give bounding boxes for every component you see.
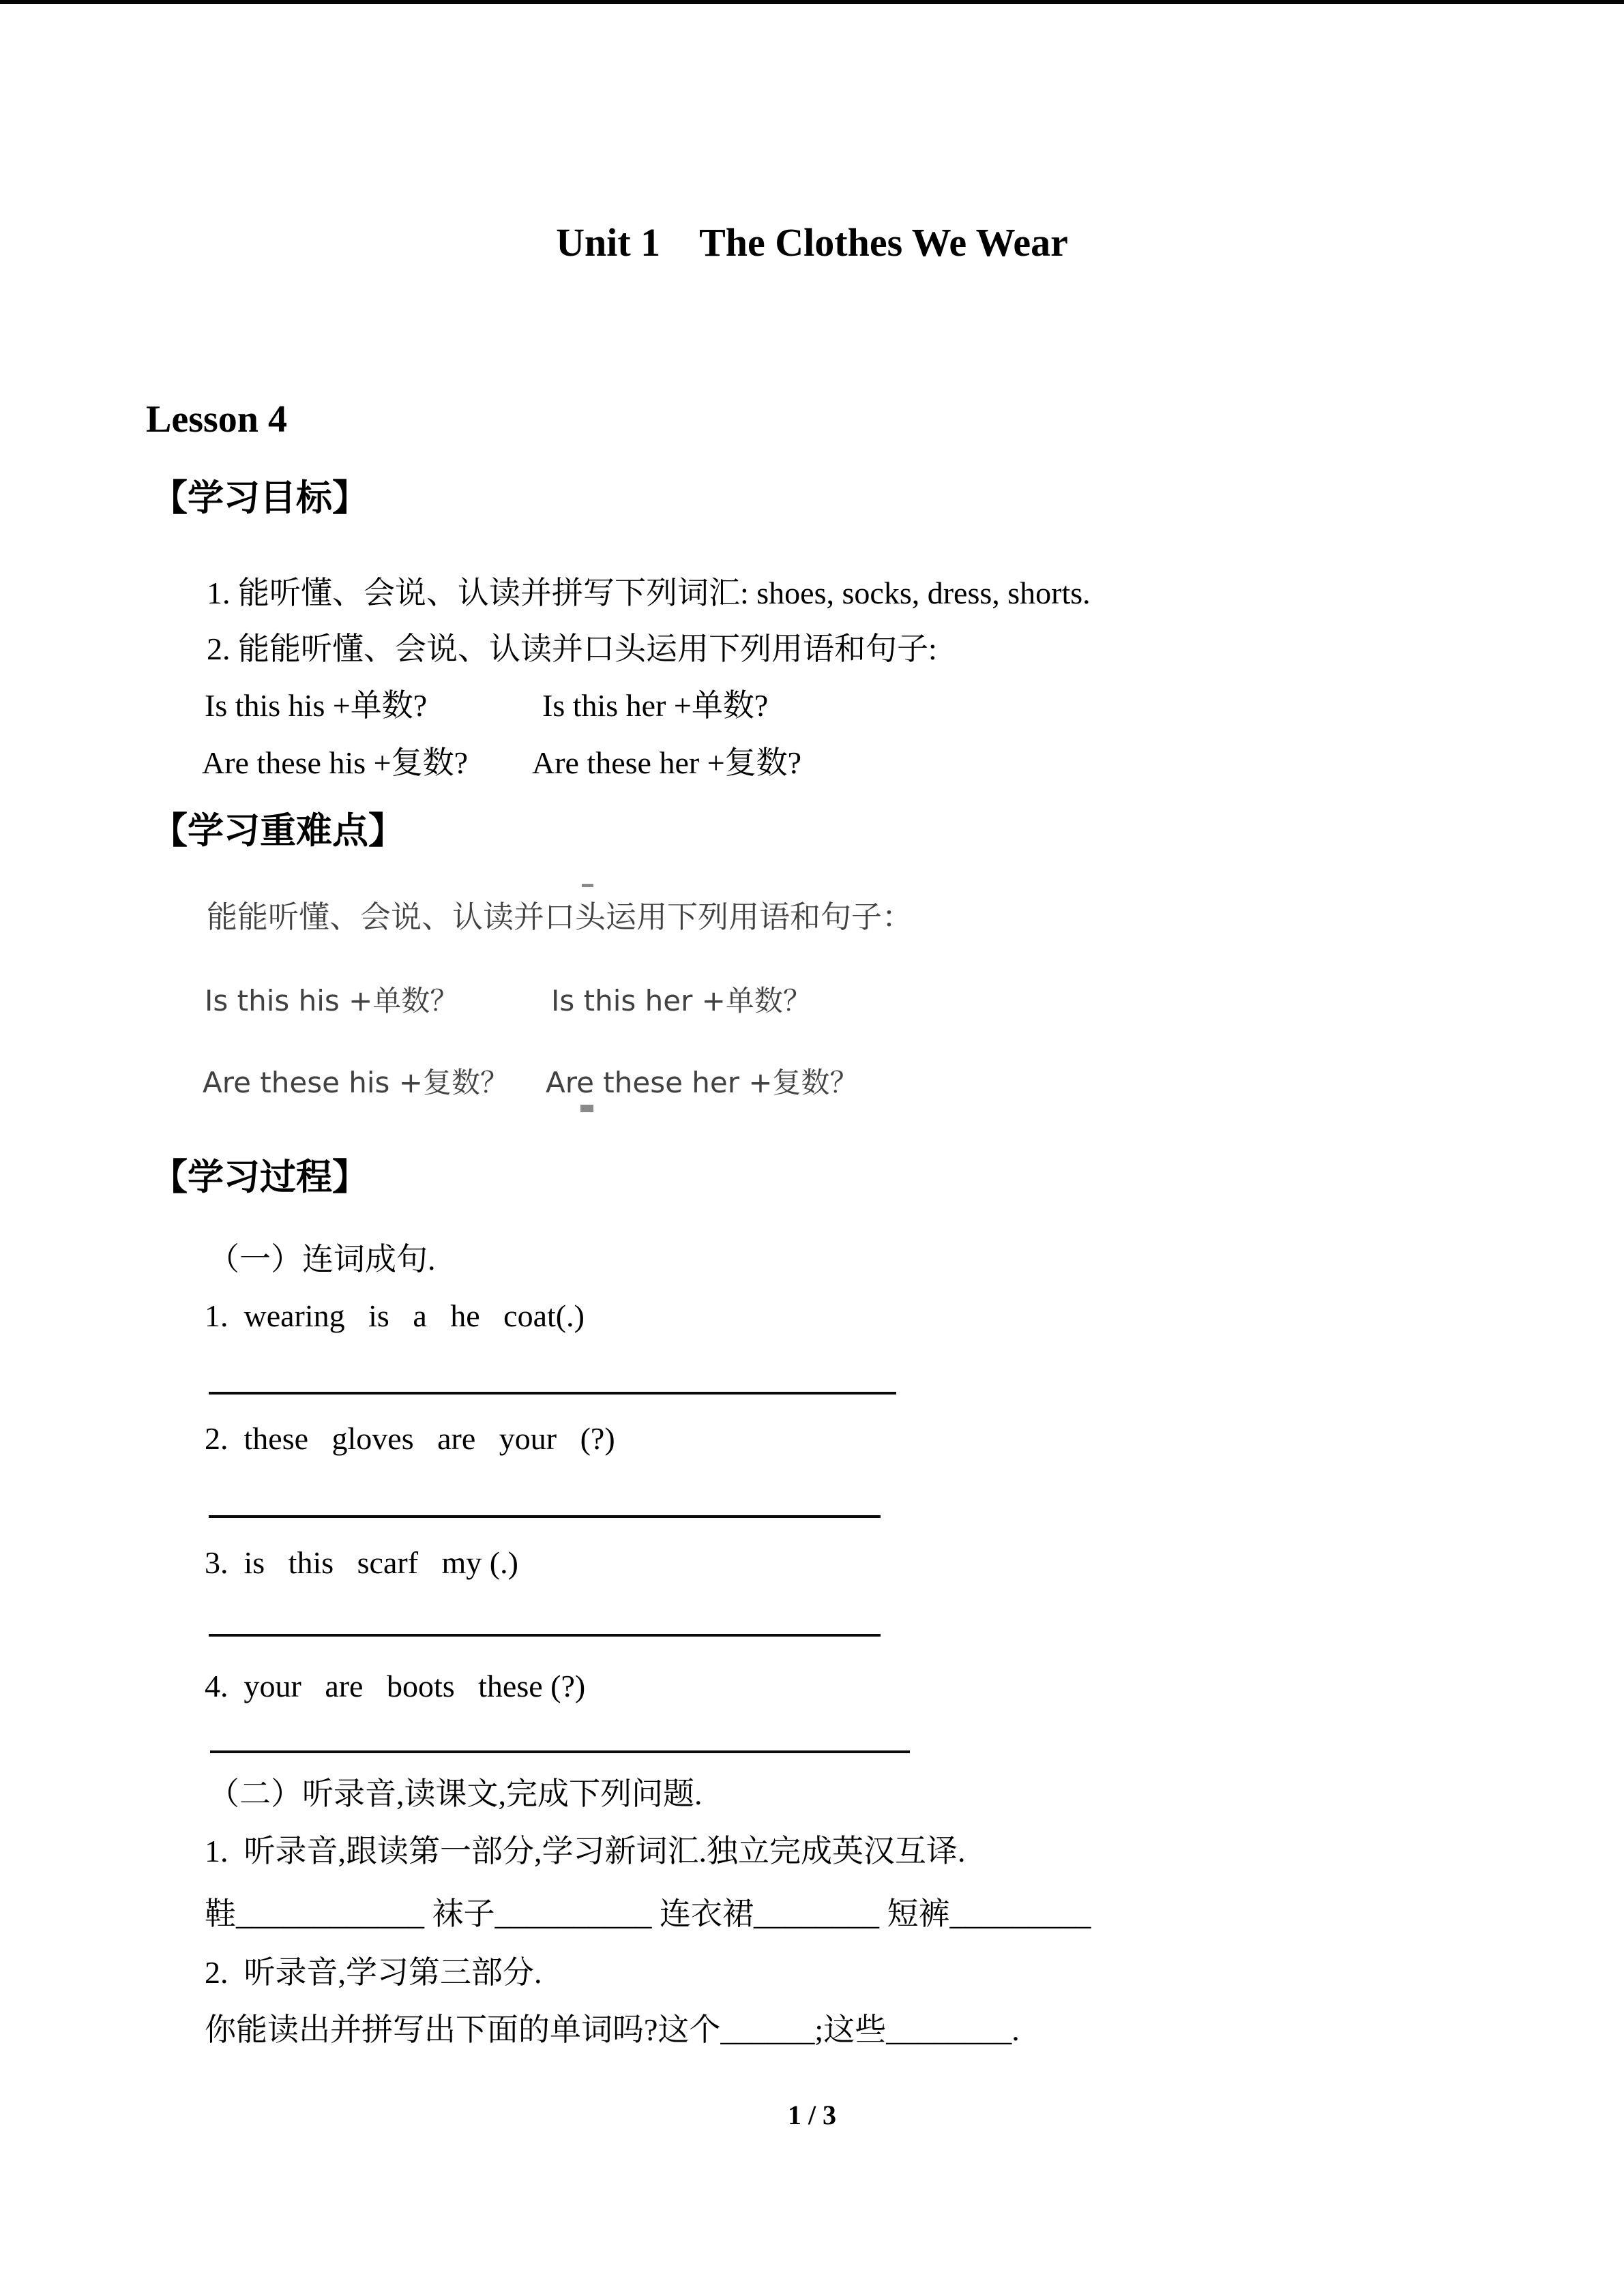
page-number: 1 / 3 <box>787 2100 837 2130</box>
dash-artifact <box>582 884 593 887</box>
square-artifact <box>580 1105 593 1112</box>
rearrange-question-4: 4. your are boots these (?) <box>205 1669 586 1703</box>
objectives-item-2: 2. 能能听懂、会说、认读并口头运用下列用语和句子: <box>207 631 937 666</box>
listening-item-3: 你能读出并拼写出下面的单词吗?这个______;这些________. <box>205 2012 1020 2047</box>
listening-item-1: 1. 听录音,跟读第一部分,学习新词汇.独立完成英汉互译. <box>205 1834 966 1868</box>
rearrange-question-2: 2. these gloves are your (?) <box>205 1421 615 1456</box>
objectives-phrase-are-these-her: Are these her +复数? <box>532 745 802 780</box>
keypoints-phrase-is-this-her: Is this her +单数？ <box>551 984 812 1017</box>
process-section-heading: 【学习过程】 <box>151 1158 368 1197</box>
listening-item-2: 2. 听录音,学习第三部分. <box>205 1955 542 1990</box>
keypoints-intro: 能能听懂、会说、认读并口头运用下列用语和句子： <box>207 899 913 935</box>
part1-heading: （一）连词成句. <box>208 1242 436 1277</box>
objectives-phrase-is-this-his: Is this his +单数? <box>205 688 428 723</box>
top-edge-bar <box>0 0 1624 4</box>
answer-blank-line-4 <box>210 1750 910 1753</box>
lesson-heading: Lesson 4 <box>146 398 287 441</box>
objectives-phrase-are-these-his: Are these his +复数? <box>202 745 469 780</box>
keypoints-phrase-are-these-her: Are these her +复数？ <box>546 1066 859 1099</box>
part2-heading: （二）听录音,读课文,完成下列问题. <box>208 1776 703 1811</box>
keypoints-phrase-are-these-his: Are these his +复数？ <box>203 1066 509 1099</box>
answer-blank-line-1 <box>209 1392 896 1395</box>
objectives-item-1: 1. 能听懂、会说、认读并拼写下列词汇: shoes, socks, dress, shorts. <box>207 576 1091 610</box>
answer-blank-line-3 <box>209 1634 881 1637</box>
objectives-phrase-is-this-her: Is this her +单数? <box>542 688 769 723</box>
vocab-translation-line: 鞋____________ 袜子__________ 连衣裙________ 短裤_________ <box>205 1896 1091 1931</box>
document-title: Unit 1 The Clothes We Wear <box>556 220 1068 265</box>
rearrange-question-1: 1. wearing is a he coat(.) <box>205 1298 585 1333</box>
keypoints-phrase-is-this-his: Is this his +单数？ <box>205 984 459 1017</box>
rearrange-question-3: 3. is this scarf my (.) <box>205 1545 518 1580</box>
answer-blank-line-2 <box>209 1515 881 1518</box>
objectives-section-heading: 【学习目标】 <box>151 479 368 518</box>
keypoints-section-heading: 【学习重难点】 <box>151 811 404 851</box>
